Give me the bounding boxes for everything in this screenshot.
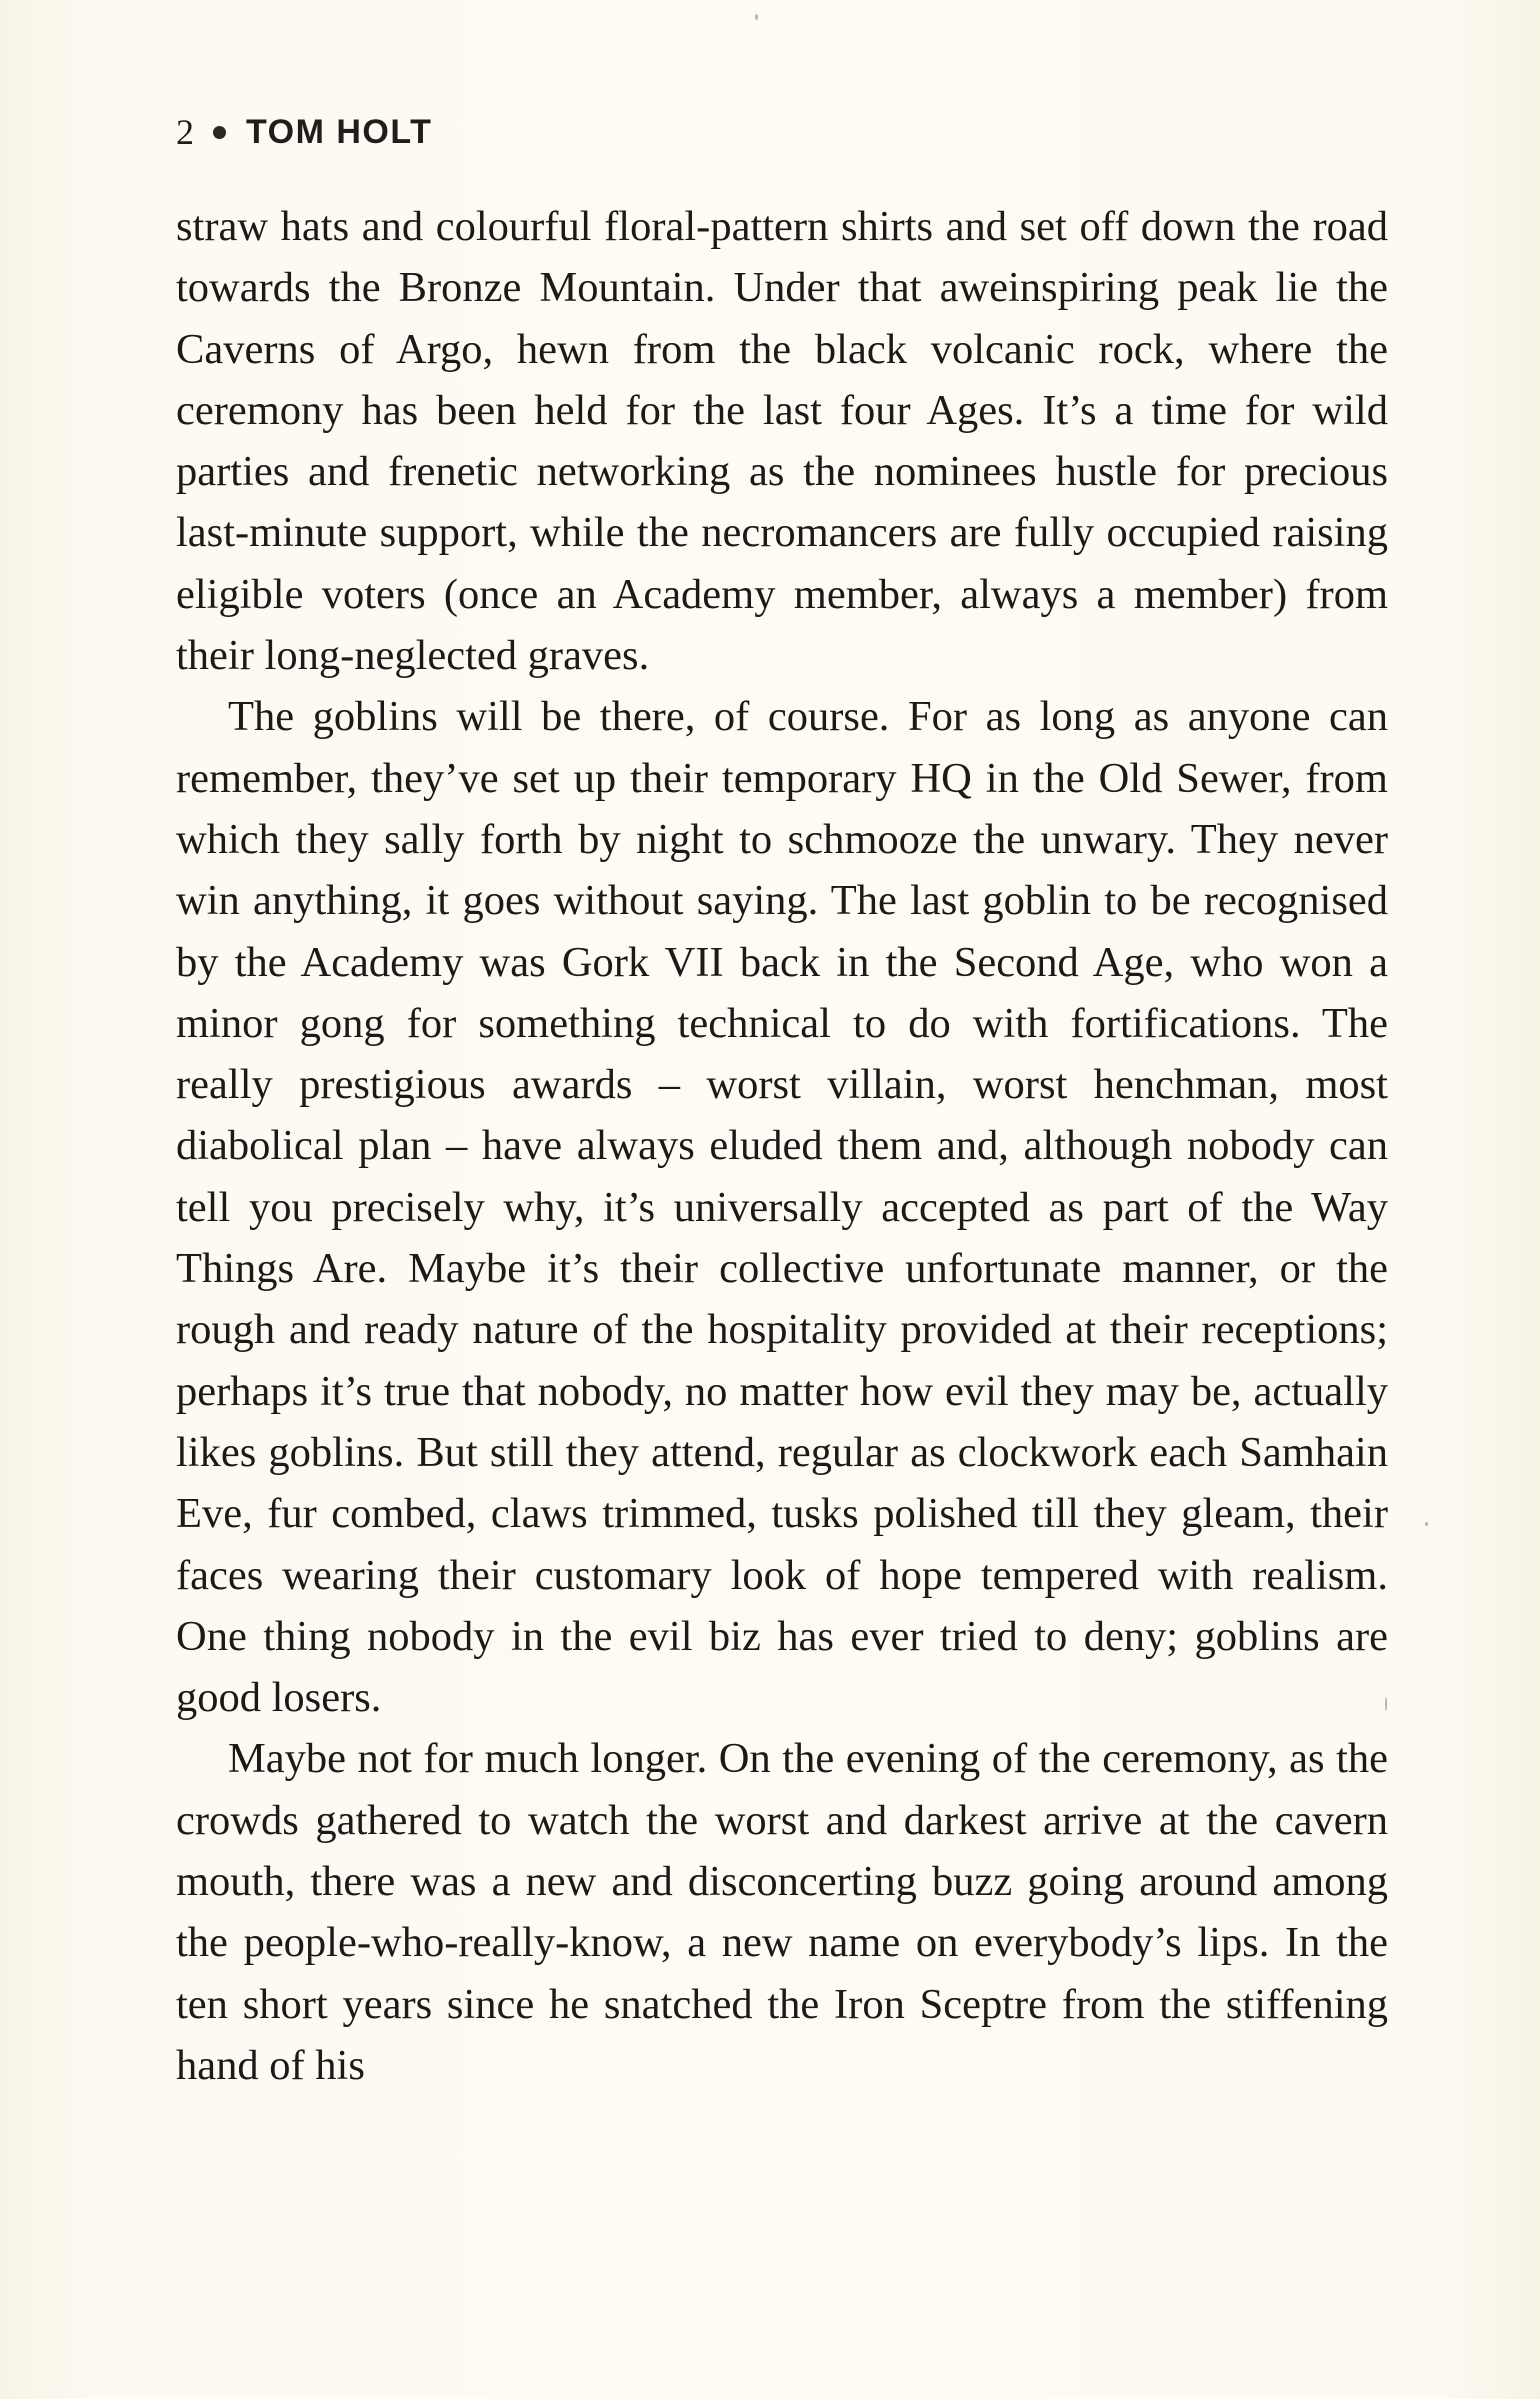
paragraph-2: The goblins will be there, of course. For as long as anyone can remember, they’ve set up their temporary HQ in the Old Sewer, from which they sally forth by night to schmooze the unwary. They never win anything, it goes without saying. The last goblin to be recognised by the Academy was Gork VII back in the Second Age, who won a minor gong for something technical to do with fortifications. The really prestigious awards – worst villain, worst henchman, most diabolical plan – have always eluded them and, although nobody can tell you precisely why, it’s universally accepted as part of the Way Things Are. Maybe it’s their collective unfortunate manner, or the rough and ready nature of the hospitality provided at their receptions; perhaps it’s true that nobody, no matter how evil they may be, actually likes goblins. But still they attend, regular as clockwork each Samhain Eve, fur combed, claws trimmed, tusks polished till they gleam, their faces wearing their customary look of hope tempered with realism. One thing nobody in the evil biz has ever tried to deny; goblins are good losers. [176,693,1388,1722]
author-name: TOM HOLT [246,112,433,151]
paragraph-1: straw hats and colourful floral-pattern shirts and set off down the road towards the Bronze Mountain. Under that aweinspiring peak lie the Caverns of Argo, hewn from the black volcanic rock, where the ceremony has been held for the last four Ages. It’s a time for wild parties and frenetic networking as the nominees hustle for precious last-minute support, while the necromancers are fully occupied raising eligible voters (once an Academy member, always a member) from their long-neglected graves. [176,203,1388,680]
running-head [176,108,432,156]
paper-speck [755,14,758,20]
paper-speck [1425,1522,1428,1526]
bullet-separator-icon [213,126,226,139]
paper-speck [1385,1697,1387,1711]
page-number: 2 [176,112,195,152]
body-text [176,196,1388,2096]
paragraph-3: Maybe not for much longer. On the evening of the ceremony, as the crowds gathered to watch the worst and darkest arrive at the cavern mouth, there was a new and disconcerting buzz going around among the people-who-really-know, a new name on everybody’s lips. In the ten short years since he snatched the Iron Sceptre from the stiffening hand of his [176,1735,1388,2089]
